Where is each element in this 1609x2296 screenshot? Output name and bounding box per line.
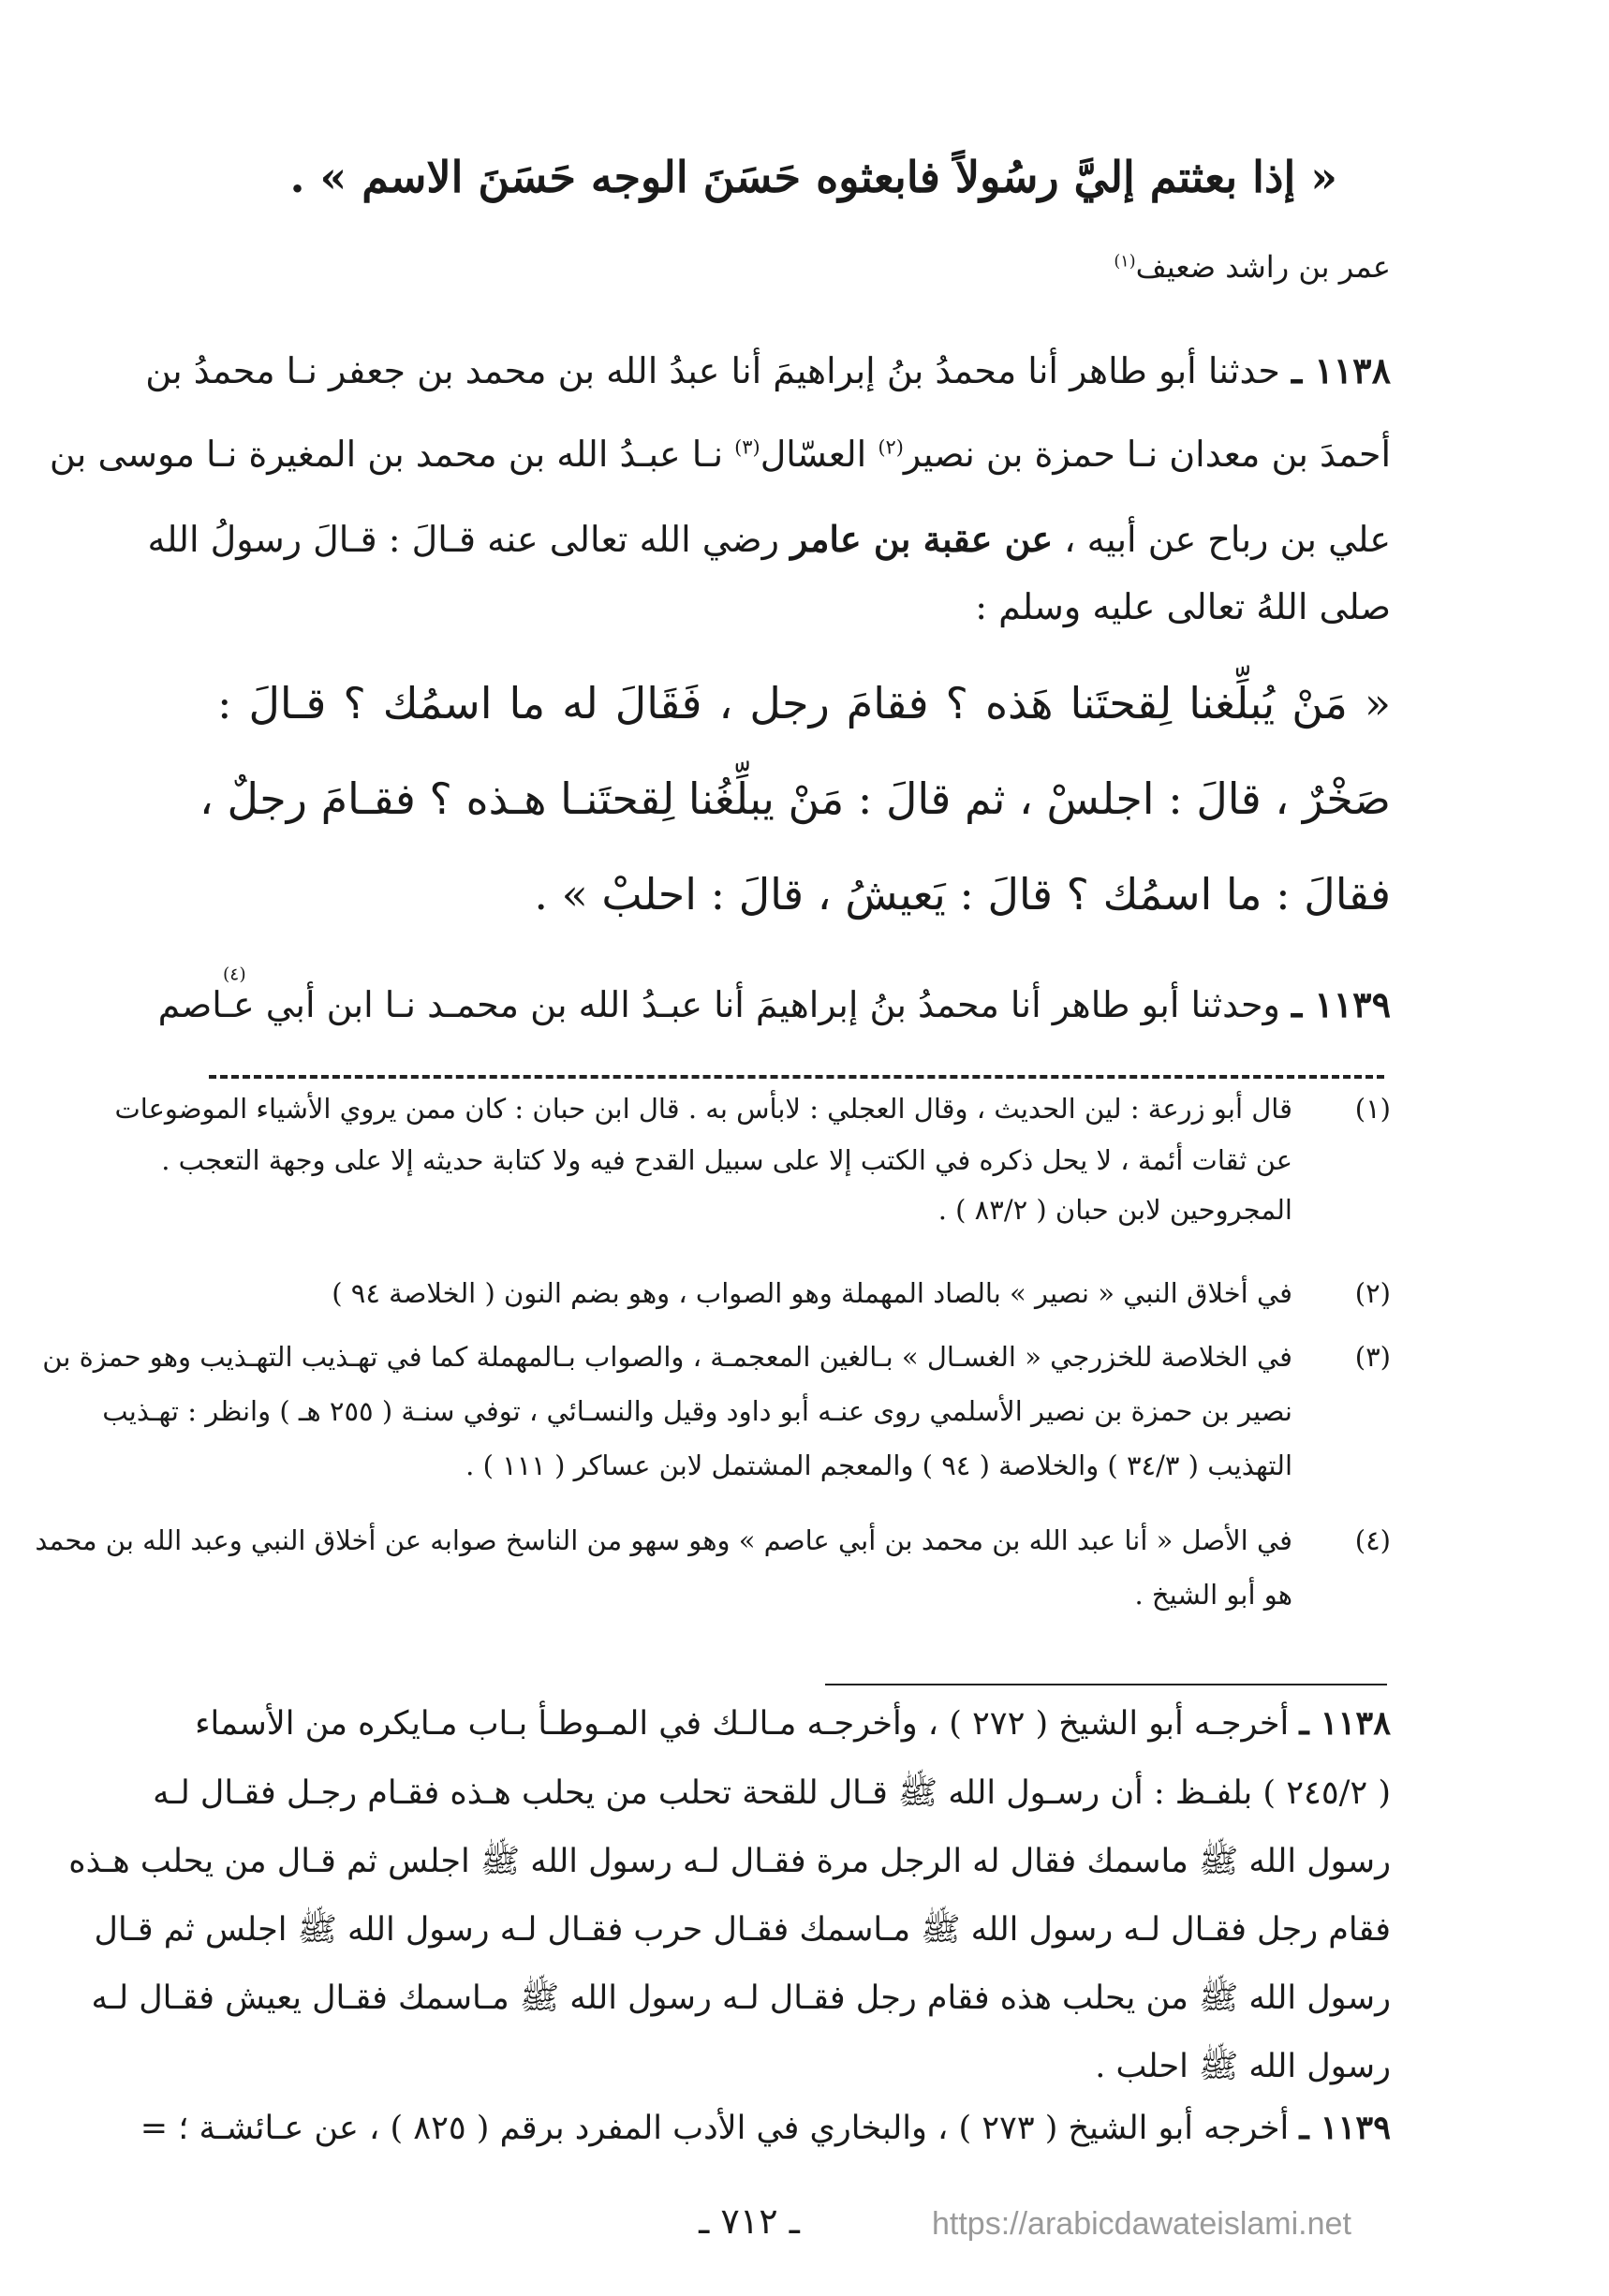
takhrij-separator [825,1684,1387,1685]
isnad-text: نـا عبـدُ الله بن محمد بن المغيرة نـا موسى بن [49,434,735,475]
takhrij-text: رسول الله ﷺ احلب . [1095,2048,1391,2085]
isnad-text: العسّال [760,434,878,475]
matn-text: « مَنْ يُبلِّغنا لِقحتَنا هَذه ؟ فقامَ رجل ، فَقَالَ له ما اسمُك ؟ قـالَ : [217,678,1391,729]
footnote-text: عن ثقات أئمة ، لا يحل ذكره في الكتب إلا على سبيل القدح فيه ولا كتابة حديثه إلا على وجهة التعجب . [161,1144,1292,1176]
isnad-text: حدثنا أبو طاهر أنا محمدُ بنُ إبراهيمَ أنا عبدُ الله بن محمد بن جعفر نـا محمدُ بن [145,350,1280,391]
takhrij-text: ( ٢٤٥/٢ ) بلفـظ : أن رسـول الله ﷺ قـال للقحة تحلب من يحلب هـذه فقـام رجـل فقـال لـه [153,1774,1391,1812]
matn-text: صَخْرٌ ، قالَ : اجلسْ ، ثم قالَ : مَنْ يبلِّغُنا لِقحتَنـا هـذه ؟ فقـامَ رجلٌ ، [199,773,1391,824]
takhrij-text: رسول الله ﷺ من يحلب هذه فقام رجل فقـال لـه رسول الله ﷺ مـاسمك فقـال يعيش فقـال لـه [91,1980,1391,2017]
footnote-text: المجروحين لابن حبان ( ٨٣/٢ ) . [937,1194,1292,1226]
hadith-1138-matn-line-2 [199,773,1391,824]
takhrij-1138-line-5 [91,1978,1391,2025]
website-watermark: https://arabicdawateislami.net [932,2206,1351,2242]
hadith-number-1139: ١١٣٩ ـ [1291,983,1391,1025]
footnote-number: (٤) [1354,1524,1391,1556]
companion-name: عن عقبة بن عامر [790,518,1054,560]
takhrij-number-1139: ١١٣٩ ـ [1299,2109,1391,2147]
footnote-text: نصير بن حمزة بن نصير الأسلمي روى عنـه أبو داود وقيل والنسـائي ، توفي سنـة ( ٢٥٥ هـ ) وانظر : تهـذيب [102,1395,1292,1427]
footnote-ref-4[interactable]: (٤) [223,964,246,985]
footnote-number: (٣) [1354,1341,1391,1373]
isnad-text: علي بن رباح عن أبيه ، [1053,519,1391,560]
footnote-text: في الخلاصة للخزرجي « الغسـال » بـالغين المعجمـة ، والصواب بـالمهملة كما في تهـذيب التهـذيب وهو حمزة بن [42,1341,1292,1373]
footnote-ref-3[interactable]: (٣) [734,435,760,459]
takhrij-text: أخرجه أبو الشيخ ( ٢٧٣ ) ، والبخاري في الأدب المفرد برقم ( ٨٢٥ ) ، عن عـائشـة ؛ = [140,2110,1290,2147]
takhrij-1138-line-3 [68,1841,1391,1889]
hadith-1138-line-3 [147,518,1391,560]
footnote-text: هو أبو الشيخ . [1134,1579,1292,1611]
page-number: ـ ٧١٢ ـ [699,2200,800,2242]
footnote-number: (٢) [1354,1277,1391,1309]
footnote-ref-4-anchor [223,963,246,1000]
takhrij-text: فقام رجل فقـال لـه رسول الله ﷺ مـاسمك فقـال حرب فقـال لـه رسول الله ﷺ اجلس ثم قـال [94,1911,1391,1949]
footnote-text: في أخلاق النبي « نصير » بالصاد المهملة وهو الصواب ، وهو بضم النون ( الخلاصة ٩٤ ) [332,1277,1292,1309]
footnote-ref-1[interactable]: (١) [1114,252,1136,272]
narrator-note-text: عمر بن راشد ضعيف [1135,249,1391,285]
hadith-1138-line-2 [49,434,1391,475]
footnote-separator [209,1075,1384,1079]
takhrij-1138-line-4 [94,1909,1391,1957]
narrator-note [217,249,1391,285]
takhrij-1138-line-6 [217,2046,1391,2094]
opening-quote-text: « إذا بعثتم إليَّ رسُولاً فابعثوه حَسَنَ الوجه حَسَنَ الاسم » . [289,152,1337,202]
footnote-text: في الأصل « أنا عبد الله بن محمد بن أبي عاصم » وهو سهو من الناسخ صوابه عن أخلاق النبي وعبد الله بن محمد [35,1524,1292,1556]
footnote-text: التهذيب ( ٣٤/٣ ) والخلاصة ( ٩٤ ) والمعجم المشتمل لابن عساكر ( ١١١ ) . [465,1450,1292,1481]
footnote-number: (١) [1354,1093,1391,1125]
hadith-number-1138: ١١٣٨ ـ [1291,349,1391,391]
takhrij-1138-line-2 [153,1773,1391,1820]
footnote-text: قال أبو زرعة : لين الحديث ، وقال العجلي : لابأس به . قال ابن حبان : كان ممن يروي الأشياء الموضوعات [114,1093,1292,1125]
salutation-text: صلى اللهُ تعالى عليه وسلم : [975,586,1391,627]
isnad-text: وحدثنا أبو طاهر أنا محمدُ بنُ إبراهيمَ أنا عبـدُ الله بن محمـد نـا ابن أبي عـاصم [157,984,1280,1025]
hadith-1138-line-4 [217,586,1391,627]
takhrij-text: رسول الله ﷺ ماسمك فقال له الرجل مرة فقـال لـه رسول الله ﷺ اجلس ثم قـال من يحلب هـذه [68,1843,1391,1880]
hadith-1139-line-1 [157,983,1391,1025]
takhrij-text: أخرجـه أبو الشيخ ( ٢٧٢ ) ، وأخرجـه مـالـك في المـوطـأ بـاب مـايكره من الأسماء [195,1705,1290,1743]
takhrij-1139-line-1 [140,2109,1391,2147]
isnad-text: رضي الله تعالى عنه قـالَ : قـالَ رسولُ الله [147,519,791,560]
footnote-ref-2[interactable]: (٢) [878,435,904,459]
hadith-1138-matn-line-1 [217,678,1391,729]
hadith-1138-line-1 [145,349,1391,391]
takhrij-number-1138: ١١٣٨ ـ [1299,1704,1391,1743]
opening-hadith-quote [217,152,1337,202]
isnad-text: أحمدَ بن معدان نـا حمزة بن نصير [903,434,1391,475]
matn-text: فقالَ : ما اسمُك ؟ قالَ : يَعيشُ ، قالَ : احلبْ » . [534,869,1391,920]
hadith-1138-matn-line-3 [217,869,1391,920]
takhrij-1138-line-1 [195,1704,1391,1743]
